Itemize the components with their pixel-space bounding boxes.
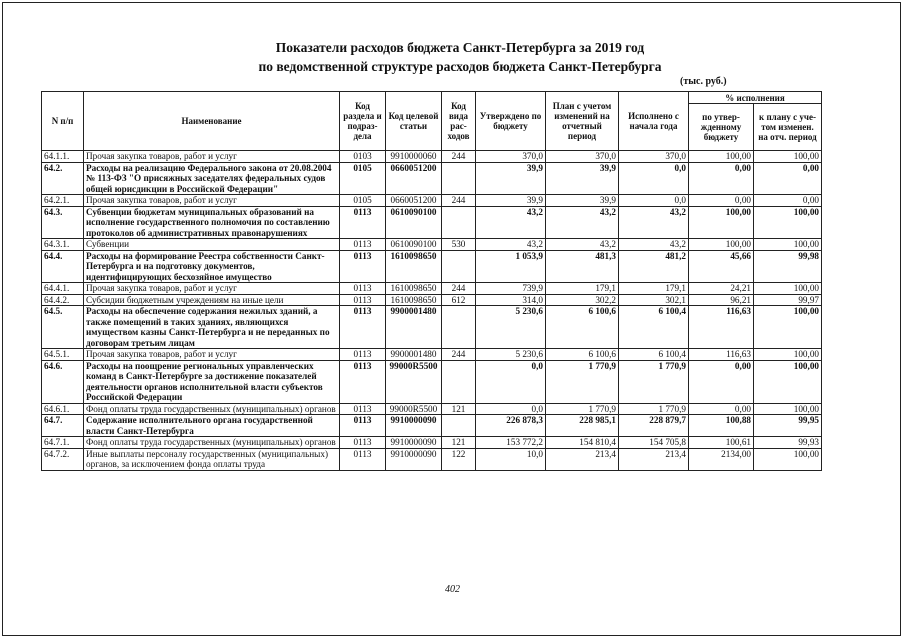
cell-type	[442, 206, 476, 239]
cell-num: 64.7.	[42, 415, 84, 437]
cell-num: 64.4.2.	[42, 294, 84, 306]
cell-executed: 1 770,9	[619, 403, 689, 415]
cell-approved: 226 878,3	[476, 415, 546, 437]
cell-plan: 6 100,6	[546, 349, 619, 361]
cell-plan: 213,4	[546, 448, 619, 470]
cell-num: 64.3.1.	[42, 239, 84, 251]
cell-pct-plan: 0,00	[754, 162, 822, 195]
budget-table	[41, 91, 822, 471]
cell-target: 9900001480	[386, 349, 442, 361]
cell-plan: 154 810,4	[546, 437, 619, 449]
cell-num: 64.4.1.	[42, 283, 84, 295]
cell-pct-approved: 0,00	[689, 162, 754, 195]
cell-section: 0113	[340, 206, 386, 239]
cell-executed: 228 879,7	[619, 415, 689, 437]
cell-num: 64.6.	[42, 360, 84, 403]
cell-section: 0105	[340, 162, 386, 195]
cell-approved: 739,9	[476, 283, 546, 295]
cell-executed: 179,1	[619, 283, 689, 295]
cell-section: 0113	[340, 349, 386, 361]
table-row	[42, 437, 822, 449]
cell-name: Расходы на формирование Реестра собственности Санкт-Петербурга и на подготовку документов, идентифицирующих бесхозяйное имущество	[84, 250, 340, 283]
cell-type: 244	[442, 151, 476, 163]
cell-pct-approved: 100,61	[689, 437, 754, 449]
cell-target: 9900001480	[386, 306, 442, 349]
cell-type	[442, 306, 476, 349]
cell-executed: 6 100,4	[619, 306, 689, 349]
cell-num: 64.5.	[42, 306, 84, 349]
cell-plan: 302,2	[546, 294, 619, 306]
cell-section: 0113	[340, 239, 386, 251]
cell-section: 0113	[340, 250, 386, 283]
cell-section: 0113	[340, 283, 386, 295]
cell-type: 244	[442, 349, 476, 361]
table-row	[42, 306, 822, 349]
cell-type	[442, 162, 476, 195]
cell-executed: 154 705,8	[619, 437, 689, 449]
cell-pct-plan: 99,93	[754, 437, 822, 449]
cell-plan: 228 985,1	[546, 415, 619, 437]
cell-approved: 370,0	[476, 151, 546, 163]
header-num: N п/п	[42, 92, 84, 151]
cell-name: Иные выплаты персоналу государственных (муниципальных) органов, за исключением фонда оплаты труда	[84, 448, 340, 470]
table-row	[42, 250, 822, 283]
cell-pct-approved: 100,00	[689, 206, 754, 239]
cell-num: 64.7.2.	[42, 448, 84, 470]
cell-section: 0103	[340, 151, 386, 163]
cell-name: Прочая закупка товаров, работ и услуг	[84, 195, 340, 207]
cell-type: 244	[442, 195, 476, 207]
document-title: Показатели расходов бюджета Санкт-Петербурга за 2019 год	[275, 40, 645, 55]
cell-executed: 43,2	[619, 239, 689, 251]
cell-pct-approved: 116,63	[689, 306, 754, 349]
cell-approved: 0,0	[476, 360, 546, 403]
cell-name: Расходы на реализацию Федерального закона от 20.08.2004 № 113-ФЗ "О присяжных заседателях федеральных судов общей юрисдикции в Российской Федерации"	[84, 162, 340, 195]
cell-section: 0113	[340, 294, 386, 306]
cell-name: Расходы на поощрение региональных управленческих команд в Санкт-Петербурге за достижение показателей деятельности органов исполнительной власти субъектов Российской Федерации	[84, 360, 340, 403]
cell-pct-plan: 100,00	[754, 306, 822, 349]
header-type: Код вида рас-ходов	[442, 92, 476, 151]
header-section: Код раздела и подраз-дела	[340, 92, 386, 151]
table-row	[42, 448, 822, 470]
cell-approved: 153 772,2	[476, 437, 546, 449]
cell-plan: 43,2	[546, 206, 619, 239]
cell-section: 0113	[340, 448, 386, 470]
cell-type: 121	[442, 437, 476, 449]
table-row	[42, 403, 822, 415]
cell-target: 9910000090	[386, 437, 442, 449]
header-pct-approved: по утвер-жденному бюджету	[689, 104, 754, 151]
cell-pct-plan: 99,98	[754, 250, 822, 283]
table-row	[42, 283, 822, 295]
cell-pct-plan: 100,00	[754, 151, 822, 163]
table-row	[42, 195, 822, 207]
document-subtitle: по ведомственной структуре расходов бюджета Санкт-Петербурга	[258, 59, 662, 74]
cell-num: 64.5.1.	[42, 349, 84, 361]
cell-target: 0610090100	[386, 206, 442, 239]
page-number: 402	[445, 584, 460, 595]
table-row	[42, 415, 822, 437]
cell-target: 9910000090	[386, 448, 442, 470]
cell-pct-approved: 116,63	[689, 349, 754, 361]
cell-type	[442, 415, 476, 437]
cell-name: Субвенции бюджетам муниципальных образований на исполнение государственного полномочия по составлению протоколов об административных правонарушениях	[84, 206, 340, 239]
cell-plan: 1 770,9	[546, 403, 619, 415]
units-label: (тыс. руб.)	[680, 76, 727, 87]
cell-name: Содержание исполнительного органа государственной власти Санкт-Петербурга	[84, 415, 340, 437]
cell-section: 0113	[340, 415, 386, 437]
cell-name: Расходы на обеспечение содержания нежилых зданий, а также помещений в таких зданиях, являющихся имуществом казны Санкт-Петербурга и не переданных по договорам третьим лицам	[84, 306, 340, 349]
cell-target: 0610090100	[386, 239, 442, 251]
cell-pct-approved: 100,00	[689, 151, 754, 163]
cell-target: 1610098650	[386, 250, 442, 283]
header-name: Наименование	[84, 92, 340, 151]
cell-executed: 481,2	[619, 250, 689, 283]
table-row	[42, 349, 822, 361]
header-plan: План с учетом изменений на отчетный период	[546, 92, 619, 151]
cell-num: 64.1.1.	[42, 151, 84, 163]
cell-executed: 43,2	[619, 206, 689, 239]
cell-approved: 43,2	[476, 239, 546, 251]
cell-pct-plan: 99,97	[754, 294, 822, 306]
table-row	[42, 294, 822, 306]
cell-plan: 39,9	[546, 195, 619, 207]
cell-section: 0105	[340, 195, 386, 207]
table-body	[42, 151, 822, 471]
cell-name: Субсидии бюджетным учреждениям на иные цели	[84, 294, 340, 306]
cell-approved: 5 230,6	[476, 349, 546, 361]
cell-pct-plan: 100,00	[754, 349, 822, 361]
cell-approved: 0,0	[476, 403, 546, 415]
cell-num: 64.2.1.	[42, 195, 84, 207]
cell-type	[442, 250, 476, 283]
cell-target: 1610098650	[386, 294, 442, 306]
cell-pct-approved: 100,00	[689, 239, 754, 251]
cell-approved: 43,2	[476, 206, 546, 239]
table-row	[42, 162, 822, 195]
cell-num: 64.3.	[42, 206, 84, 239]
cell-executed: 213,4	[619, 448, 689, 470]
cell-pct-approved: 24,21	[689, 283, 754, 295]
cell-pct-plan: 100,00	[754, 360, 822, 403]
cell-target: 9910000060	[386, 151, 442, 163]
cell-executed: 302,1	[619, 294, 689, 306]
cell-approved: 39,9	[476, 162, 546, 195]
cell-approved: 1 053,9	[476, 250, 546, 283]
cell-executed: 370,0	[619, 151, 689, 163]
cell-target: 99000R5500	[386, 360, 442, 403]
cell-target: 9910000090	[386, 415, 442, 437]
cell-executed: 1 770,9	[619, 360, 689, 403]
cell-num: 64.4.	[42, 250, 84, 283]
cell-name: Прочая закупка товаров, работ и услуг	[84, 283, 340, 295]
cell-pct-approved: 0,00	[689, 360, 754, 403]
cell-section: 0113	[340, 403, 386, 415]
header-pct-group: % исполнения	[689, 92, 822, 104]
header-pct-plan: к плану с уче-том изменен. на отч. период	[754, 104, 822, 151]
cell-pct-approved: 0,00	[689, 195, 754, 207]
cell-pct-approved: 0,00	[689, 403, 754, 415]
table-row	[42, 151, 822, 163]
cell-plan: 43,2	[546, 239, 619, 251]
cell-target: 0660051200	[386, 162, 442, 195]
cell-plan: 1 770,9	[546, 360, 619, 403]
cell-type: 612	[442, 294, 476, 306]
cell-type: 121	[442, 403, 476, 415]
cell-name: Фонд оплаты труда государственных (муниципальных) органов	[84, 403, 340, 415]
cell-approved: 10,0	[476, 448, 546, 470]
cell-type: 530	[442, 239, 476, 251]
cell-pct-approved: 2134,00	[689, 448, 754, 470]
cell-executed: 0,0	[619, 195, 689, 207]
table-row	[42, 206, 822, 239]
cell-approved: 39,9	[476, 195, 546, 207]
header-target: Код целевой статьи	[386, 92, 442, 151]
cell-plan: 39,9	[546, 162, 619, 195]
cell-num: 64.2.	[42, 162, 84, 195]
table-row	[42, 360, 822, 403]
cell-pct-plan: 100,00	[754, 206, 822, 239]
cell-pct-plan: 100,00	[754, 239, 822, 251]
table-header	[42, 92, 822, 151]
cell-executed: 6 100,4	[619, 349, 689, 361]
header-executed: Исполнено с начала года	[619, 92, 689, 151]
cell-pct-plan: 100,00	[754, 283, 822, 295]
cell-name: Фонд оплаты труда государственных (муниципальных) органов	[84, 437, 340, 449]
cell-pct-approved: 96,21	[689, 294, 754, 306]
cell-plan: 179,1	[546, 283, 619, 295]
cell-num: 64.7.1.	[42, 437, 84, 449]
cell-type: 122	[442, 448, 476, 470]
cell-target: 1610098650	[386, 283, 442, 295]
cell-name: Прочая закупка товаров, работ и услуг	[84, 349, 340, 361]
header-approved: Утверждено по бюджету	[476, 92, 546, 151]
cell-pct-approved: 100,88	[689, 415, 754, 437]
cell-num: 64.6.1.	[42, 403, 84, 415]
cell-section: 0113	[340, 437, 386, 449]
cell-pct-plan: 100,00	[754, 403, 822, 415]
cell-pct-plan: 100,00	[754, 448, 822, 470]
cell-plan: 6 100,6	[546, 306, 619, 349]
cell-type: 244	[442, 283, 476, 295]
cell-name: Прочая закупка товаров, работ и услуг	[84, 151, 340, 163]
cell-approved: 5 230,6	[476, 306, 546, 349]
cell-pct-plan: 99,95	[754, 415, 822, 437]
cell-approved: 314,0	[476, 294, 546, 306]
cell-name: Субвенции	[84, 239, 340, 251]
cell-plan: 481,3	[546, 250, 619, 283]
cell-section: 0113	[340, 360, 386, 403]
cell-executed: 0,0	[619, 162, 689, 195]
cell-target: 99000R5500	[386, 403, 442, 415]
table-row	[42, 239, 822, 251]
cell-type	[442, 360, 476, 403]
cell-target: 0660051200	[386, 195, 442, 207]
cell-pct-plan: 0,00	[754, 195, 822, 207]
cell-section: 0113	[340, 306, 386, 349]
cell-plan: 370,0	[546, 151, 619, 163]
cell-pct-approved: 45,66	[689, 250, 754, 283]
